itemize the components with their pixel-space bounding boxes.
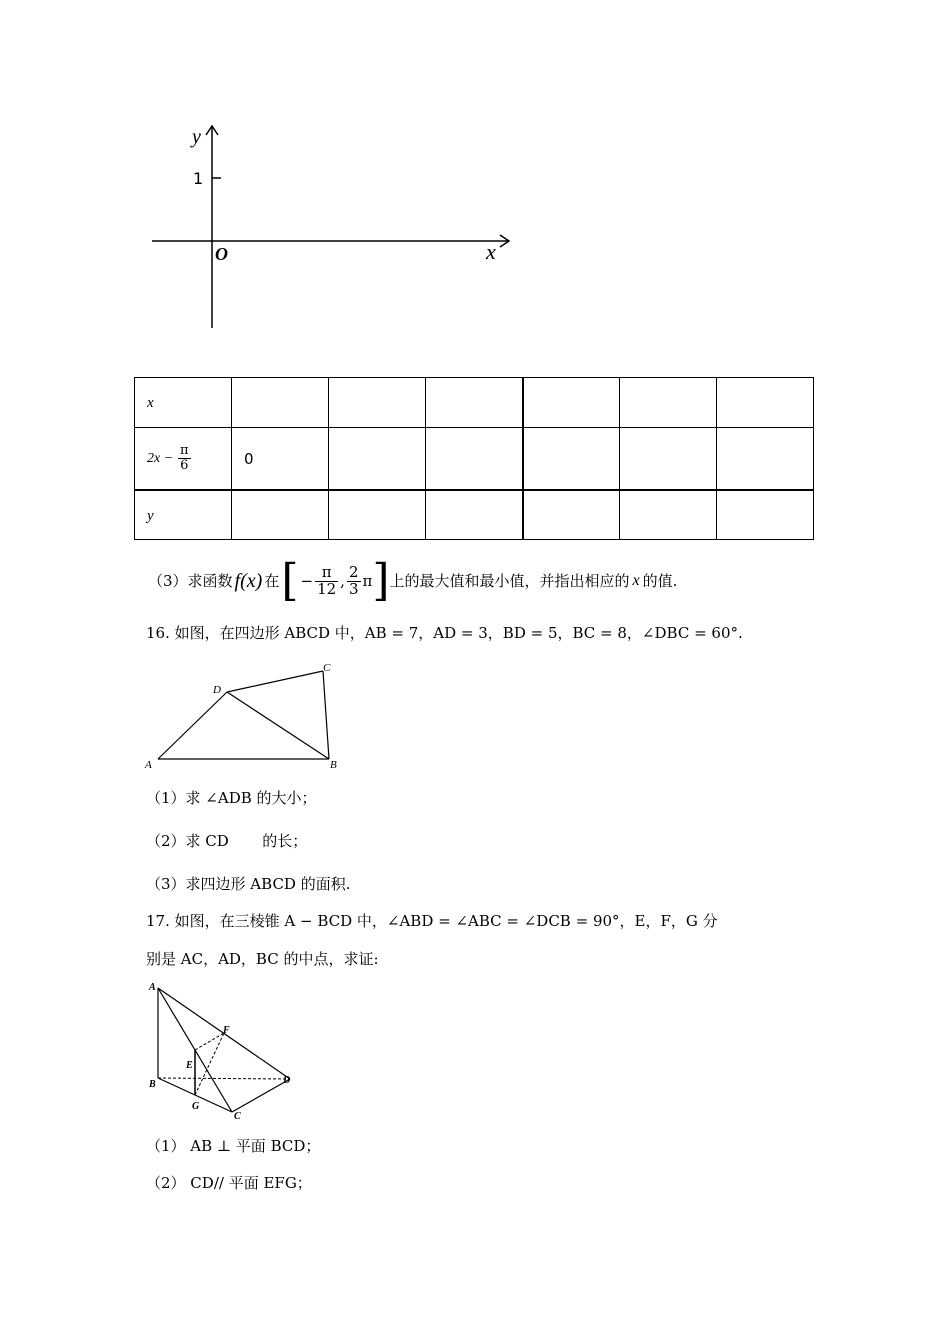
coordinate-axes-figure [140, 115, 530, 335]
segment-FG [195, 1033, 224, 1095]
table-cell [523, 428, 620, 491]
table-cell [329, 490, 426, 540]
q15-prefix: （3）求函数 [148, 571, 233, 590]
interval-left-bracket: [ [281, 555, 299, 606]
table-cell [232, 490, 329, 540]
question-16-part-3: （3）求四边形 ABCD 的面积. [146, 875, 351, 893]
question-15-part-3: （3）求函数 f(x) 在 [ − $\frac{\pi}{12}$ , $\frac{2}{3}$ π ] 上的最大值和最小值，并指出相应的 x 的值. [148, 555, 678, 606]
table-cell [717, 490, 814, 540]
y-tick-label: 1 [193, 169, 204, 188]
question-16-stem: 16. 如图，在四边形 ABCD 中，AB = 7，AD = 3，BD = 5，BC = 8，∠DBC = 60°. [146, 624, 743, 642]
row-header-y: y [135, 490, 232, 540]
q15-func: f(x) [234, 570, 263, 592]
y-axis-label: y [192, 126, 201, 148]
question-16-part-1: （1）求 ∠ADB 的大小； [146, 789, 317, 807]
edge-BD-hidden [158, 1078, 290, 1079]
table-row-x [135, 378, 814, 428]
edge-AD [158, 692, 227, 759]
table-cell [717, 378, 814, 428]
row-header-x: x [135, 378, 232, 428]
edge-CB [323, 671, 329, 759]
table-cell [523, 378, 620, 428]
segment-EF [195, 1033, 224, 1050]
q15-interval-sign: − [300, 571, 314, 590]
q15-fraction-b: $\frac{2}{3}$ [348, 562, 359, 598]
q15-end: 的值. [642, 571, 678, 590]
table-cell [620, 490, 717, 540]
edge-DB [227, 692, 329, 759]
question-17-part-1: （1） AB ⊥ 平面 BCD； [146, 1137, 321, 1155]
vertex-label-D: D [213, 684, 221, 696]
table-cell [426, 378, 523, 428]
table-cell [620, 378, 717, 428]
question-17-stem-line-1: 17. 如图，在三棱锥 A − BCD 中，∠ABD = ∠ABC = ∠DCB = 90°，E，F，G 分 [146, 912, 718, 930]
table-cell [329, 378, 426, 428]
vertex-label-F: F [223, 1025, 230, 1036]
vertex-label-A: A [145, 759, 152, 771]
value-table [134, 377, 814, 540]
row-header-phase: 2x − $\frac{\pi}{6}$ [135, 428, 232, 491]
q15-var: x [632, 572, 640, 589]
vertex-label-A: A [149, 982, 156, 993]
quadrilateral-figure [140, 660, 350, 775]
vertex-label-G: G [192, 1101, 200, 1112]
pyramid-figure [140, 978, 300, 1123]
x-axis-label: x [486, 239, 496, 264]
table-row-y [135, 490, 814, 540]
table-cell [620, 428, 717, 491]
interval-right-bracket: ] [372, 555, 390, 606]
vertex-label-E: E [186, 1060, 193, 1071]
table-row-phase [135, 428, 814, 491]
vertex-label-C: C [323, 662, 331, 674]
q15-fraction-a: $\frac{\pi}{12}$ [317, 562, 337, 598]
table-cell: 0 [232, 428, 329, 491]
table-cell [329, 428, 426, 491]
vertex-label-D: D [283, 1075, 291, 1086]
edge-DC [227, 671, 323, 692]
table-cell [523, 490, 620, 540]
table-cell [426, 428, 523, 491]
table-cell [232, 378, 329, 428]
vertex-label-B: B [330, 759, 337, 771]
q15-in: 在 [264, 571, 280, 590]
table-cell [717, 428, 814, 491]
vertex-label-C: C [234, 1111, 241, 1122]
edge-CD [232, 1079, 290, 1112]
question-17-stem-line-2: 别是 AC，AD，BC 的中点，求证: [146, 950, 379, 968]
question-16-part-2: （2）求 CD 的长； [146, 832, 308, 850]
question-17-part-2: （2） CD// 平面 EFG； [146, 1174, 312, 1192]
q15-pi: π [362, 571, 373, 590]
q15-suffix: 上的最大值和最小值，并指出相应的 [389, 571, 630, 590]
vertex-label-B: B [149, 1079, 156, 1090]
table-cell [426, 490, 523, 540]
origin-label: O [215, 244, 228, 264]
